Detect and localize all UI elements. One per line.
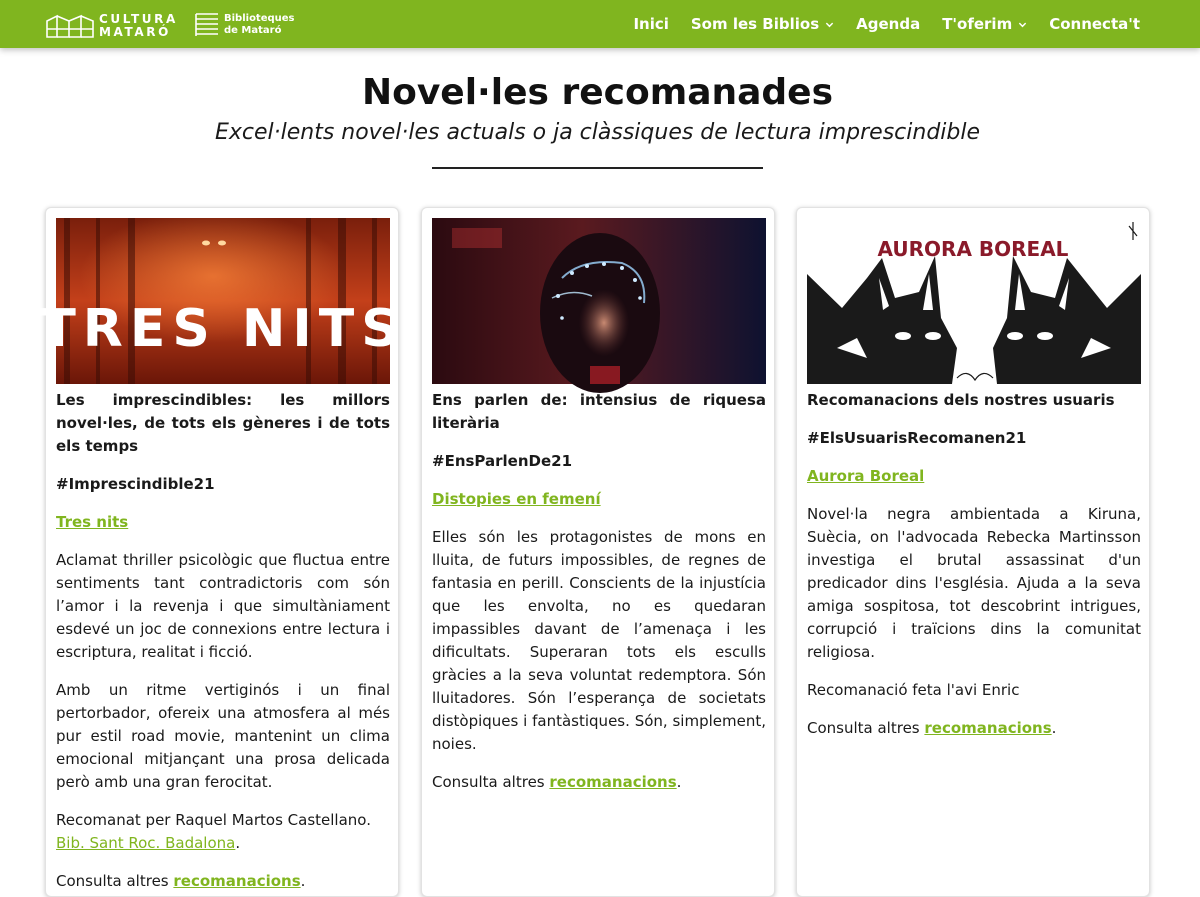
recomanacions-link[interactable]: recomanacions	[549, 773, 677, 791]
book-title-link[interactable]: Distopies en femení	[432, 490, 601, 508]
nav-item-inici[interactable]	[633, 15, 668, 33]
recommended-by-text: Recomanació feta l'avi Enric	[807, 681, 1020, 699]
biblioteques-mataro-logo[interactable]	[195, 11, 295, 39]
card-body	[807, 389, 1141, 740]
library-suffix: .	[235, 834, 241, 852]
card-body	[56, 389, 390, 893]
recommended-by	[56, 809, 390, 855]
recommendation-card-2	[421, 207, 775, 897]
recomanacions-link[interactable]: recomanacions	[924, 719, 1052, 737]
nav-item-som-les-biblios[interactable]	[691, 15, 834, 33]
consulta-line	[807, 717, 1141, 740]
consulta-suffix: .	[676, 773, 682, 791]
hashtag: #ElsUsuarisRecomanen21	[807, 429, 1027, 447]
nav-item-label: T'oferim	[942, 15, 1013, 33]
description-paragraph: Novel·la negra ambientada a Kiruna, Suècia, on l'advocada Rebecka Martinsson investiga el brutal assassinat d'un predicador dins l'església. Ajuda a la seva amiga sospitosa, tot descobrint intrigues, corrupció i traïcions dins la comunitat religiosa.	[807, 505, 1141, 661]
nav-item-connectat[interactable]	[1049, 15, 1140, 33]
chevron-down-icon	[1018, 20, 1027, 29]
card-heading: Recomanacions dels nostres usuaris	[807, 391, 1115, 409]
cultura-logo-icon	[45, 13, 95, 39]
nav-item-label: Agenda	[856, 15, 921, 33]
card-heading: Les imprescindibles: les millors novel·les, de tots els gèneres i de tots els temps	[56, 391, 390, 455]
cultura-mataro-logo[interactable]	[45, 12, 178, 40]
consulta-suffix: .	[1051, 719, 1057, 737]
hashtag: #Imprescindible21	[56, 475, 215, 493]
aurora-boreal-cover	[807, 218, 1141, 384]
consulta-line	[432, 771, 766, 794]
card-heading: Ens parlen de: intensius de riquesa literària	[432, 391, 766, 432]
consulta-prefix: Consulta altres	[432, 773, 550, 791]
consulta-prefix: Consulta altres	[56, 872, 174, 890]
title-divider	[432, 167, 763, 169]
biblioteques-logo-icon	[195, 12, 219, 38]
consulta-prefix: Consulta altres	[807, 719, 925, 737]
chevron-down-icon	[825, 20, 834, 29]
hashtag: #EnsParlenDe21	[432, 452, 573, 470]
book-title-link[interactable]: Tres nits	[56, 513, 129, 531]
tres-nits-cover	[40, 218, 406, 384]
cyborg-woman-image	[432, 218, 766, 384]
library-link[interactable]: Bib. Sant Roc. Badalona	[56, 834, 236, 852]
recomanacions-link[interactable]: recomanacions	[173, 872, 301, 890]
main-menu	[633, 0, 1140, 48]
consulta-suffix: .	[300, 872, 306, 890]
nav-item-label: Connecta't	[1049, 15, 1140, 33]
page-subtitle: Excel·lents novel·les actuals o ja clàssiques de lectura imprescindible	[214, 120, 981, 145]
book-cover-image[interactable]	[40, 218, 406, 384]
nav-item-agenda[interactable]	[856, 15, 920, 33]
card-body	[432, 389, 766, 794]
biblioteques-logo-text: Biblioteques de Mataró	[224, 13, 295, 36]
cover-title-text: AURORA BOREAL	[877, 237, 1069, 261]
cultura-logo-text: CULTURA MATARÓ	[99, 12, 178, 39]
book-cover-image[interactable]	[807, 218, 1141, 384]
book-title-link[interactable]: Aurora Boreal	[807, 467, 925, 485]
nav-item-label: Som les Biblios	[690, 15, 820, 33]
nav-item-toferim[interactable]	[942, 15, 1027, 33]
description-paragraph: Elles són les protagonistes de mons en lluita, de futurs impossibles, de regnes de fantasia en perill. Conscients de la injustícia que les envolta, no es quedaran impassibles davant de l’amenaça i les dificultats. Superaran tots els esculls gràcies a la seva voluntat redemptora. Són lluitadores. Són l’esperança de societats distòpiques i fantàstiques. Són, simplement, noies.	[432, 528, 766, 753]
description-paragraph: Amb un ritme vertiginós i un final pertorbador, ofereix una atmosfera al més pur estil road movie, mantenint un clima emocional mitjançant una prosa delicada però amb una gran ferocitat.	[56, 681, 390, 791]
recommendation-card-1	[40, 207, 406, 897]
recommended-by-text: Recomanat per Raquel Martos Castellano.	[56, 811, 371, 829]
description-paragraph: Aclamat thriller psicològic que fluctua entre sentiments tant contradictoris com són l’amor i la revenja i que simultàniament esdevé un joc de connexions entre lectura i escriptura, realitat i ficció.	[56, 551, 390, 661]
cover-title-text: TRES NITS	[40, 299, 406, 359]
recommendation-card-3	[796, 207, 1150, 897]
book-cover-image[interactable]	[432, 218, 766, 384]
consulta-line	[56, 870, 390, 893]
page-title: Novel·les recomanades	[361, 72, 834, 113]
top-navbar	[0, 0, 1200, 48]
nav-item-label: Inici	[633, 15, 669, 33]
